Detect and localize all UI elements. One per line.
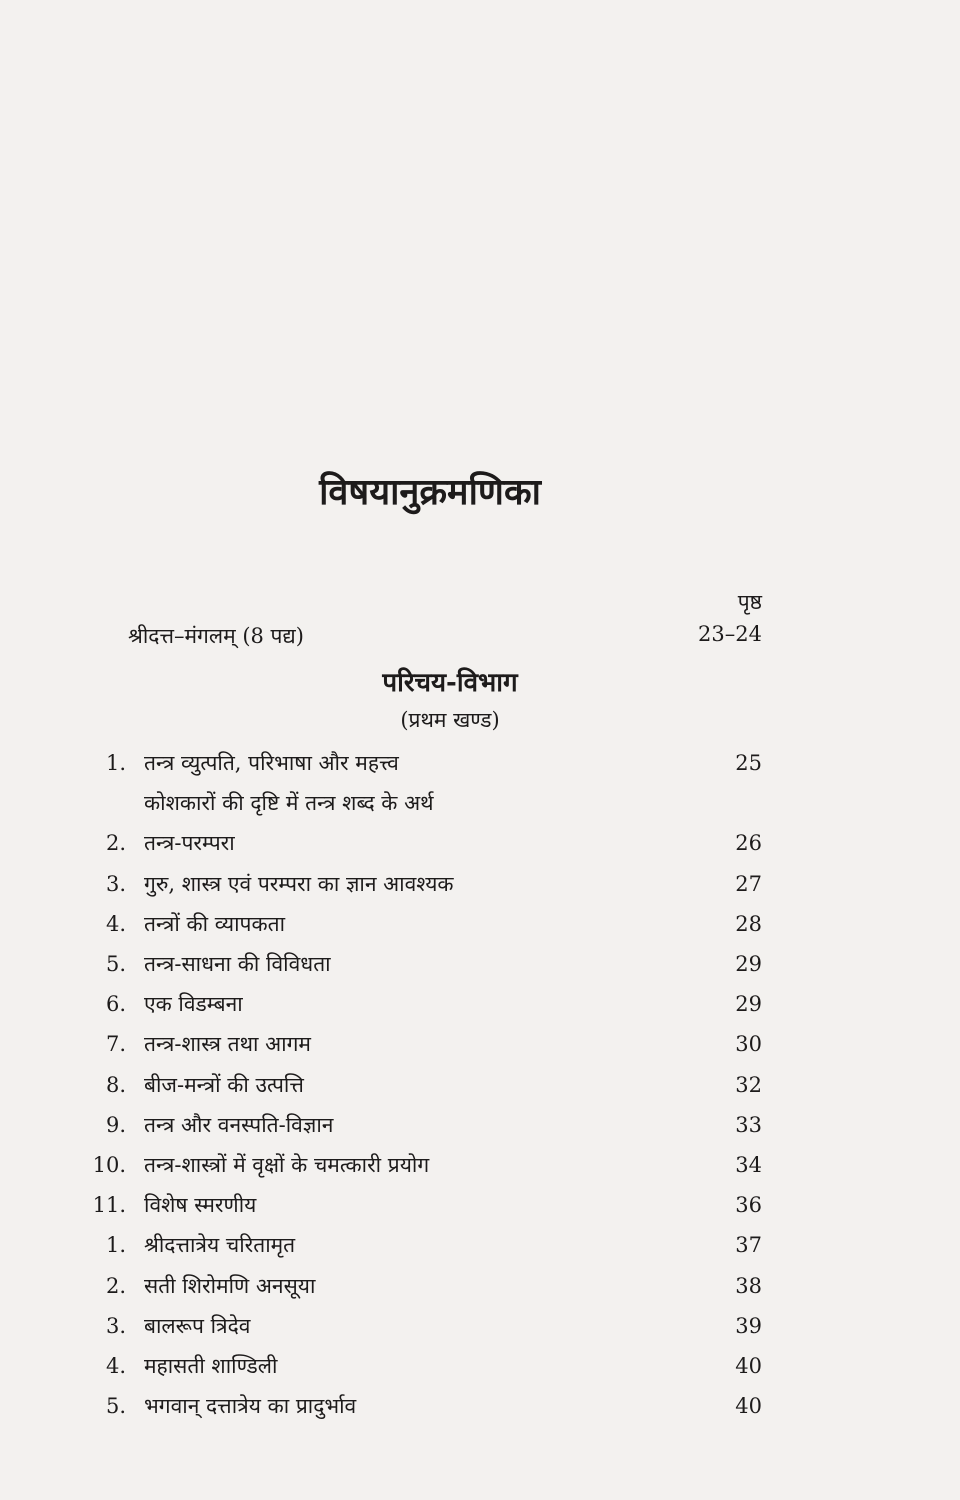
toc-entry <box>88 743 762 783</box>
toc-entry <box>88 1145 762 1185</box>
entry-text: तन्त्र-शास्त्रों में वृक्षों के चमत्कारी प्रयोग <box>144 1152 430 1177</box>
entry-number: 11. <box>92 1193 126 1218</box>
entry-page: 27 <box>735 871 762 896</box>
entry-text: तन्त्र व्युत्पति, परिभाषा और महत्त्व <box>144 751 399 776</box>
entry-text: कोशकारों की दृष्टि में तन्त्र शब्द के अर्थ <box>144 791 434 816</box>
entry-page: 33 <box>735 1112 762 1137</box>
bleed-through-text <box>200 110 760 510</box>
mangalam-entry <box>128 622 762 650</box>
entry-text: तन्त्र-शास्त्र तथा आगम <box>144 1032 311 1057</box>
toc-entry <box>88 823 762 863</box>
entry-text: बीज-मन्त्रों की उत्पत्ति <box>144 1072 304 1097</box>
entry-text: बालरूप त्रिदेव <box>144 1313 251 1338</box>
entry-number: 3. <box>105 1313 126 1338</box>
toc-entry <box>88 1024 762 1064</box>
toc-entry <box>88 1225 762 1265</box>
entry-number: 5. <box>105 952 126 977</box>
toc-entry <box>88 944 762 984</box>
toc-subentry <box>88 783 762 823</box>
entry-text: विशेष स्मरणीय <box>144 1193 257 1218</box>
entry-text: भगवान् दत्तात्रेय का प्रादुर्भाव <box>144 1394 357 1419</box>
entry-page: 36 <box>735 1193 762 1218</box>
toc-entry <box>88 1306 762 1346</box>
entry-number: 1. <box>105 751 126 776</box>
toc-entry <box>88 864 762 904</box>
toc-entry <box>88 1065 762 1105</box>
entry-page: 26 <box>735 831 762 856</box>
entry-number: 9. <box>105 1112 126 1137</box>
entry-number: 8. <box>105 1072 126 1097</box>
page-column-header: पृष्ठ <box>737 590 762 614</box>
entry-text: गुरु, शास्त्र एवं परम्परा का ज्ञान आवश्यक <box>144 871 454 896</box>
entry-page: 28 <box>735 911 762 936</box>
entry-page: 39 <box>735 1313 762 1338</box>
toc-entry <box>88 984 762 1024</box>
entry-number: 5. <box>105 1394 126 1419</box>
section-subtitle: (प्रथम खण्ड) <box>400 708 500 732</box>
entry-page: 40 <box>735 1353 762 1378</box>
entry-text: तन्त्र और वनस्पति-विज्ञान <box>144 1112 334 1137</box>
toc-entry <box>88 1346 762 1386</box>
entry-text: सती शिरोमणि अनसूया <box>144 1273 316 1298</box>
entry-number: 4. <box>105 911 126 936</box>
toc-entry <box>88 1105 762 1145</box>
entry-number: 1. <box>105 1233 126 1258</box>
entry-number: 2. <box>105 831 126 856</box>
entry-number: 3. <box>105 871 126 896</box>
entry-number: 6. <box>105 992 126 1017</box>
entry-number: 2. <box>105 1273 126 1298</box>
toc-entry <box>88 904 762 944</box>
entry-page: 38 <box>735 1273 762 1298</box>
entry-text: एक विडम्बना <box>144 992 243 1017</box>
toc-entry <box>88 1185 762 1225</box>
entry-text: महासती शाण्डिली <box>144 1353 278 1378</box>
entry-page: 30 <box>735 1032 762 1057</box>
page-title: विषयानुक्रमणिका <box>319 471 541 513</box>
entry-text: श्रीदत्त–मंगलम् (8 पद्य) <box>128 624 304 648</box>
toc-list <box>88 743 762 1426</box>
entry-page: 29 <box>735 952 762 977</box>
toc-entry <box>88 1386 762 1426</box>
entry-number: 10. <box>92 1152 126 1177</box>
entry-number: 7. <box>105 1032 126 1057</box>
toc-entry <box>88 1265 762 1305</box>
entry-number: 4. <box>105 1353 126 1378</box>
entry-page: 29 <box>735 992 762 1017</box>
entry-page: 37 <box>735 1233 762 1258</box>
entry-page: 32 <box>735 1072 762 1097</box>
entry-page: 25 <box>735 751 762 776</box>
entry-text: तन्त्रों की व्यापकता <box>144 911 286 936</box>
entry-page: 34 <box>735 1152 762 1177</box>
section-title: परिचय-विभाग <box>382 668 518 698</box>
entry-page: 23–24 <box>698 622 762 646</box>
entry-page: 40 <box>735 1394 762 1419</box>
entry-text: तन्त्र-साधना की विविधता <box>144 952 331 977</box>
entry-text: तन्त्र-परम्परा <box>144 831 235 856</box>
entry-text: श्रीदत्तात्रेय चरितामृत <box>144 1233 296 1258</box>
